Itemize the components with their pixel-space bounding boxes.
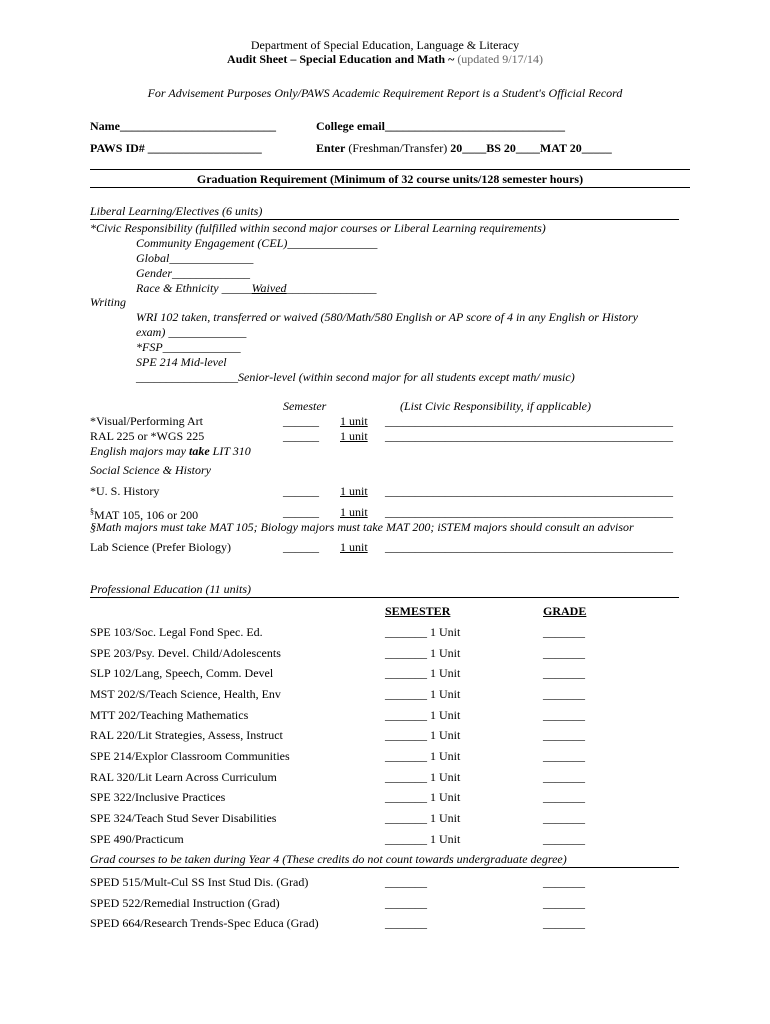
divider (90, 597, 679, 598)
grade-blank[interactable]: _______ (543, 708, 585, 722)
semester-header: Semester (283, 399, 327, 413)
semester-blank[interactable]: ______ (283, 414, 319, 428)
grad-course-name: SPED 522/Remedial Instruction (Grad) (90, 896, 280, 910)
divider (90, 169, 690, 170)
course-name: MTT 202/Teaching Mathematics (90, 708, 249, 722)
semester-unit-blank[interactable]: _______ 1 Unit (385, 811, 461, 825)
unit-label: 1 unit (340, 414, 368, 428)
grad-course-name: SPED 515/Mult-Cul SS Inst Stud Dis. (Grad) (90, 875, 309, 889)
list-civic-header: (List Civic Responsibility, if applicable) (400, 399, 591, 413)
grade-blank[interactable]: _______ (543, 646, 585, 660)
english-note-part: LIT 310 (209, 444, 251, 458)
semester-unit-blank[interactable]: _______ 1 Unit (385, 687, 461, 701)
waived-text: Waived (251, 281, 287, 295)
course-name: SPE 322/Inclusive Practices (90, 790, 226, 804)
fsp-line[interactable]: *FSP_____________ (136, 340, 241, 354)
grade-blank[interactable]: _______ (543, 687, 585, 701)
unit-label: 1 unit (340, 429, 368, 443)
civic-blank[interactable]: ________________________________________________ (385, 414, 673, 428)
graduation-requirement-title: Graduation Requirement (Minimum of 32 course units/128 semester hours) (196, 172, 584, 186)
race-ethnicity-blank: _______________ (286, 281, 377, 295)
course-name: SLP 102/Lang, Speech, Comm. Devel (90, 666, 274, 680)
english-majors-note (90, 444, 251, 458)
grad-semester-blank[interactable]: _______ (385, 875, 427, 889)
semester-unit-blank[interactable]: _______ 1 Unit (385, 749, 461, 763)
writing-title: Writing (90, 295, 127, 309)
audit-title-bold: Audit Sheet – Special Education and Math ~ (227, 52, 455, 66)
advisement-note: For Advisement Purposes Only/PAWS Academic Requirement Report is a Student's Official Record (147, 86, 623, 100)
course-name: SPE 324/Teach Stud Sever Disabilities (90, 811, 277, 825)
semester-unit-blank[interactable]: _______ 1 Unit (385, 728, 461, 742)
civic-blank[interactable]: ________________________________________________ (385, 484, 673, 498)
english-note-take: take (189, 444, 210, 458)
grade-blank[interactable]: _______ (543, 728, 585, 742)
divider (90, 219, 679, 220)
grad-courses-note: Grad courses to be taken during Year 4 (These credits do not count towards undergraduate degree) (90, 852, 567, 866)
civic-blank[interactable]: ________________________________________________ (385, 429, 673, 443)
divider (90, 187, 690, 188)
race-ethnicity-label: Race & Ethnicity _____ (136, 281, 252, 295)
mat-label: MAT 105, 106 or 200 (94, 508, 199, 522)
wri-102-blank[interactable]: exam) _____________ (136, 325, 247, 339)
course-name: RAL 320/Lit Learn Across Curriculum (90, 770, 277, 784)
gender-line[interactable]: Gender_____________ (136, 266, 250, 280)
semester-unit-blank[interactable]: _______ 1 Unit (385, 666, 461, 680)
semester-blank[interactable]: ______ (283, 429, 319, 443)
semester-blank[interactable]: ______ (283, 505, 319, 519)
grade-col-header: GRADE (543, 604, 587, 618)
paws-id-field[interactable]: PAWS ID# ___________________ (90, 141, 262, 155)
grade-blank[interactable]: _______ (543, 811, 585, 825)
us-history: *U. S. History (90, 484, 160, 498)
course-name: SPE 214/Explor Classroom Communities (90, 749, 290, 763)
course-name: MST 202/S/Teach Science, Health, Env (90, 687, 281, 701)
grad-semester-blank[interactable]: _______ (385, 896, 427, 910)
senior-level-line[interactable] (136, 370, 575, 384)
ral-225: RAL 225 or *WGS 225 (90, 429, 205, 443)
grade-blank[interactable]: _______ (543, 625, 585, 639)
global-line[interactable]: Global______________ (136, 251, 254, 265)
semester-unit-blank[interactable]: _______ 1 Unit (385, 790, 461, 804)
enter-years: 20____BS 20____MAT 20_____ (450, 141, 612, 155)
semester-blank[interactable]: ______ (283, 540, 319, 554)
unit-label: 1 unit (340, 484, 368, 498)
course-name: SPE 203/Psy. Devel. Child/Adolescents (90, 646, 281, 660)
grad-grade-blank[interactable]: _______ (543, 875, 585, 889)
semester-unit-blank[interactable]: _______ 1 Unit (385, 770, 461, 784)
college-email-field[interactable]: College email______________________________ (316, 119, 565, 133)
grade-blank[interactable]: _______ (543, 749, 585, 763)
grade-blank[interactable]: _______ (543, 666, 585, 680)
grad-grade-blank[interactable]: _______ (543, 896, 585, 910)
senior-level-label: Senior-level (within second major for all students except math/ music) (238, 370, 575, 384)
visual-performing-art: *Visual/Performing Art (90, 414, 203, 428)
grad-grade-blank[interactable]: _______ (543, 916, 585, 930)
department-title: Department of Special Education, Language & Literacy (250, 38, 520, 52)
semester-col-header: SEMESTER (385, 604, 451, 618)
spe-214-midlevel: SPE 214 Mid-level (136, 355, 227, 369)
lab-science: Lab Science (Prefer Biology) (90, 540, 231, 554)
section-mark: § (90, 507, 94, 516)
divider (90, 867, 679, 868)
semester-blank[interactable]: ______ (283, 484, 319, 498)
enter-label: Enter (316, 141, 346, 155)
civic-blank[interactable]: ________________________________________________ (385, 540, 673, 554)
course-name: RAL 220/Lit Strategies, Assess, Instruct (90, 728, 283, 742)
senior-level-blank: _________________ (136, 370, 238, 384)
semester-unit-blank[interactable]: _______ 1 Unit (385, 832, 461, 846)
semester-unit-blank[interactable]: _______ 1 Unit (385, 646, 461, 660)
grade-blank[interactable]: _______ (543, 832, 585, 846)
wri-102-note: WRI 102 taken, transferred or waived (580/Math/580 English or AP score of 4 in any English or History (136, 310, 638, 324)
name-field[interactable]: Name__________________________ (90, 119, 276, 133)
professional-education-title: Professional Education (11 units) (90, 582, 251, 596)
audit-sheet-title (0, 52, 770, 66)
liberal-learning-title: Liberal Learning/Electives (6 units) (90, 204, 263, 218)
grad-course-name: SPED 664/Research Trends-Spec Educa (Grad) (90, 916, 319, 930)
semester-unit-blank[interactable]: _______ 1 Unit (385, 625, 461, 639)
race-ethnicity-line[interactable] (136, 281, 377, 295)
social-science-title: Social Science & History (90, 463, 211, 477)
unit-label: 1 unit (340, 540, 368, 554)
community-engagement-line[interactable]: Community Engagement (CEL)_______________ (136, 236, 378, 250)
enter-type: (Freshman/Transfer) (348, 141, 448, 155)
course-name: SPE 490/Practicum (90, 832, 184, 846)
unit-label: 1 unit (340, 505, 368, 519)
math-majors-note: §Math majors must take MAT 105; Biology majors must take MAT 200; iSTEM majors should consult an advisor (90, 520, 634, 534)
english-note-part: English majors may (90, 444, 189, 458)
enter-field[interactable] (316, 141, 612, 155)
course-name: SPE 103/Soc. Legal Fond Spec. Ed. (90, 625, 263, 639)
civic-blank[interactable]: ________________________________________________ (385, 505, 673, 519)
semester-unit-blank[interactable]: _______ 1 Unit (385, 708, 461, 722)
civic-responsibility: *Civic Responsibility (fulfilled within second major courses or Liberal Learning requirements) (90, 221, 546, 235)
grade-blank[interactable]: _______ (543, 770, 585, 784)
updated-date: (updated 9/17/14) (457, 52, 543, 66)
grad-semester-blank[interactable]: _______ (385, 916, 427, 930)
grade-blank[interactable]: _______ (543, 790, 585, 804)
